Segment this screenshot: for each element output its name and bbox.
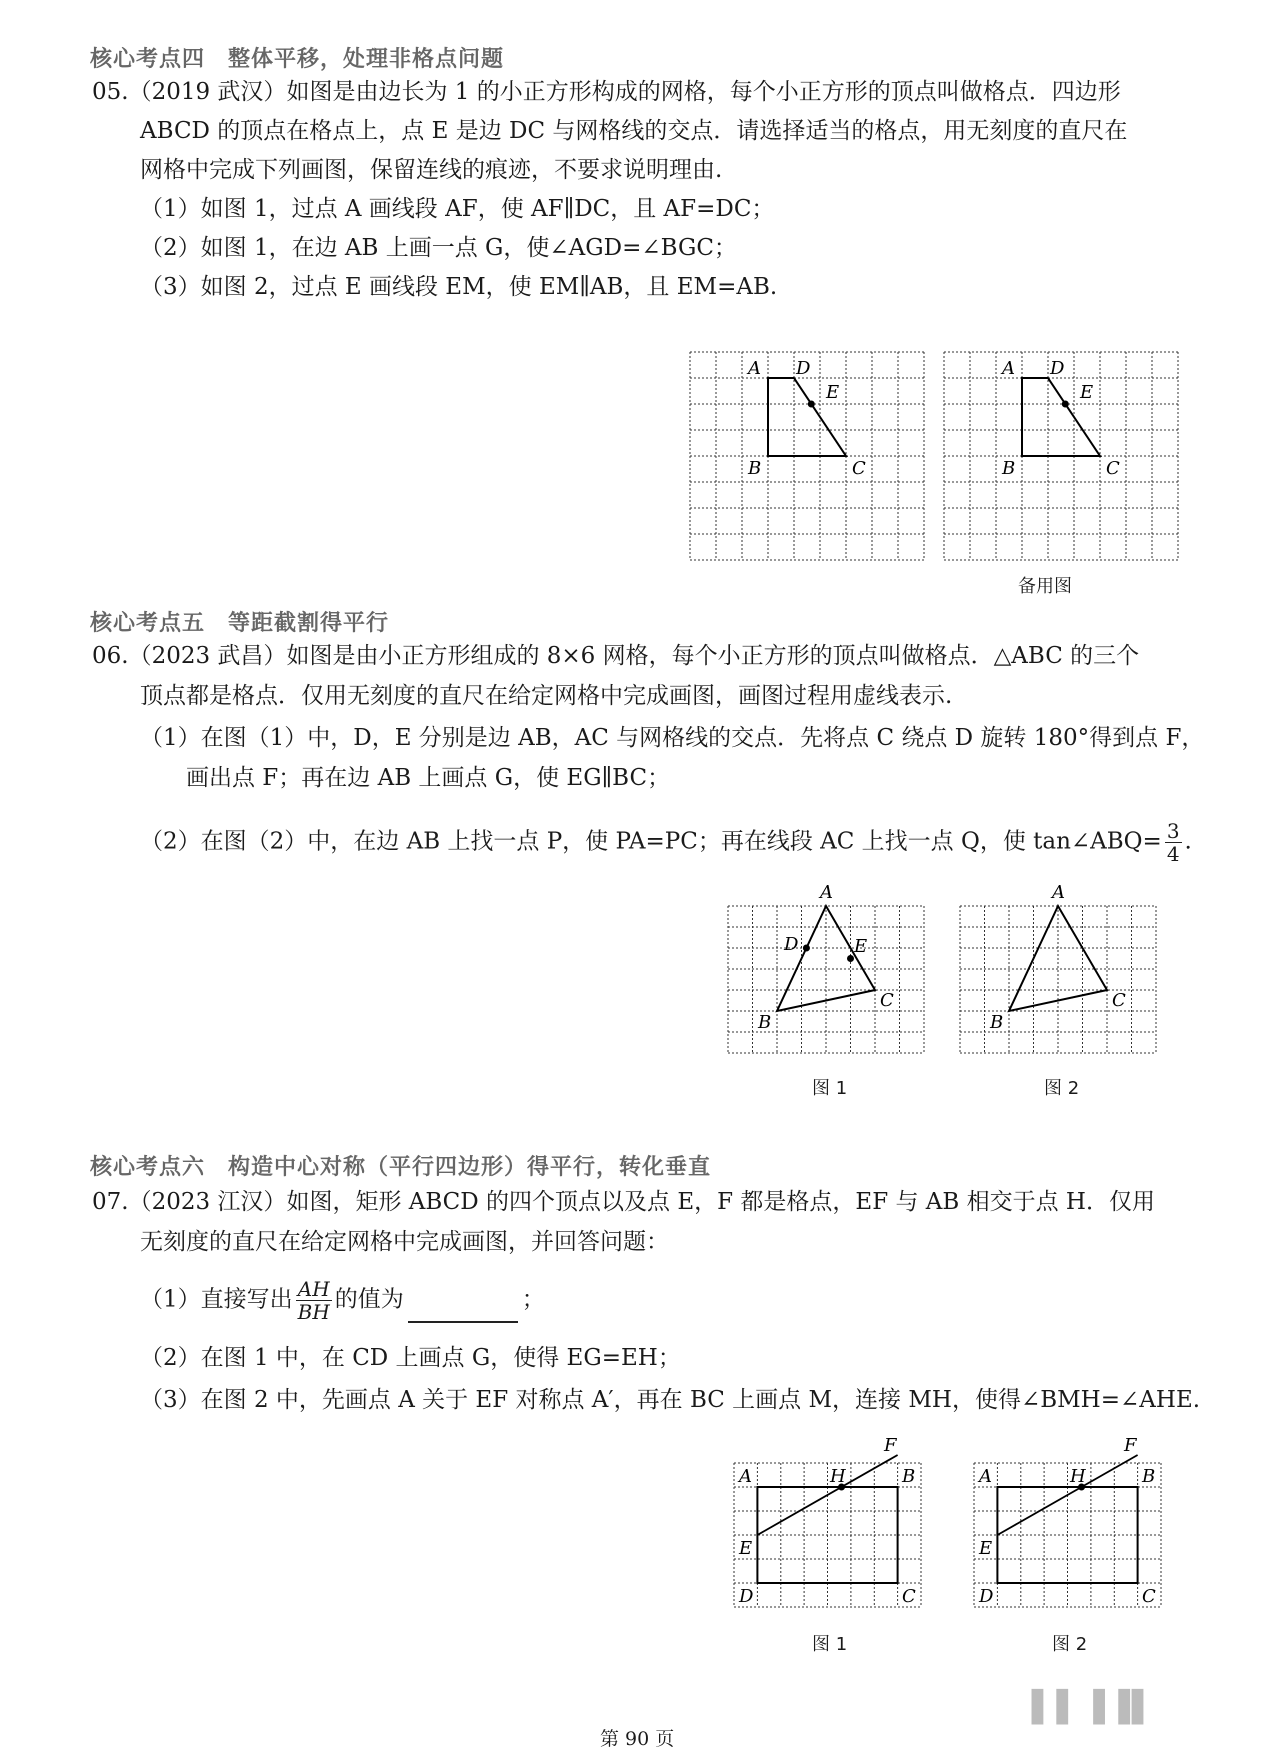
caption-fig1: 图 1 bbox=[812, 1078, 848, 1099]
problem-number: 07. bbox=[92, 1189, 129, 1215]
problem-05-q1: （1）如图 1，过点 A 画线段 AF，使 AF∥DC，且 AF=DC； bbox=[140, 196, 775, 222]
problem-07-line1 bbox=[92, 1186, 1155, 1218]
caption-fig2: 图 2 bbox=[1044, 1078, 1080, 1099]
q1-text: （1）直接写出 bbox=[140, 1286, 293, 1313]
problem-text: 如图，矩形 ABCD 的四个顶点以及点 E，F 都是格点，EF 与 AB 相交于点 H．仅用 bbox=[286, 1189, 1155, 1215]
problem-07-line2: 无刻度的直尺在给定网格中完成画图，并回答问题： bbox=[140, 1229, 669, 1255]
label-d: D bbox=[796, 358, 811, 379]
figure-05-spare bbox=[944, 352, 1184, 562]
problem-number: 05. bbox=[92, 79, 129, 105]
label-f: F bbox=[884, 1435, 897, 1456]
grid bbox=[734, 1463, 921, 1607]
page-number: 第 90 页 bbox=[600, 1728, 675, 1750]
answer-blank[interactable] bbox=[408, 1299, 518, 1323]
problem-07-q2: （2）在图 1 中，在 CD 上画点 G，使得 EG=EH； bbox=[140, 1345, 681, 1371]
q2-text: （2）在图（2）中，在边 AB 上找一点 P，使 PA=PC；再在线段 AC 上找一点 Q，使 tan∠ABQ= bbox=[140, 828, 1162, 855]
label-a: A bbox=[748, 358, 761, 379]
corner-marks: ▐ ▌▐▐▌ bbox=[1020, 1690, 1157, 1725]
label-b: B bbox=[990, 1012, 1004, 1033]
problem-number: 06. bbox=[92, 643, 129, 669]
problem-source: （2023 武昌） bbox=[128, 643, 287, 669]
figure-06-2 bbox=[960, 882, 1160, 1056]
label-a: A bbox=[1052, 882, 1065, 903]
label-c: C bbox=[1112, 990, 1126, 1011]
label-d: D bbox=[979, 1586, 994, 1607]
label-h: H bbox=[830, 1466, 846, 1487]
q2-end: . bbox=[1184, 828, 1192, 855]
problem-06-q1b: 画出点 F；再在边 AB 上画点 G，使 EG∥BC； bbox=[186, 765, 671, 791]
section-heading-5: 核心考点五 等距截割得平行 bbox=[90, 611, 390, 636]
label-e: E bbox=[1080, 382, 1094, 403]
problem-05-line1 bbox=[92, 76, 1121, 108]
point-e bbox=[1062, 401, 1069, 408]
problem-source: （2023 江汉） bbox=[128, 1189, 287, 1215]
label-c: C bbox=[880, 990, 894, 1011]
caption-spare-figure: 备用图 bbox=[1018, 576, 1072, 597]
label-c: C bbox=[1142, 1586, 1156, 1607]
section-heading-4: 核心考点四 整体平移，处理非格点问题 bbox=[90, 47, 505, 72]
figure-07-1 bbox=[734, 1435, 924, 1613]
label-a: A bbox=[820, 882, 833, 903]
label-e: E bbox=[739, 1538, 753, 1559]
label-d: D bbox=[739, 1586, 754, 1607]
problem-05-line3: 网格中完成下列画图，保留连线的痕迹，不要求说明理由. bbox=[140, 157, 723, 183]
label-e: E bbox=[979, 1538, 993, 1559]
label-d: D bbox=[784, 934, 799, 955]
label-d: D bbox=[1050, 358, 1065, 379]
fraction-ah-bh bbox=[296, 1278, 332, 1323]
fraction-3-4 bbox=[1165, 820, 1182, 865]
label-c: C bbox=[852, 458, 866, 479]
label-c: C bbox=[1106, 458, 1120, 479]
problem-07-q1 bbox=[140, 1278, 545, 1323]
label-a: A bbox=[979, 1466, 992, 1487]
figure-06-1 bbox=[728, 882, 928, 1056]
q1-text-after: 的值为 bbox=[334, 1286, 404, 1313]
grid bbox=[974, 1463, 1161, 1607]
section-heading-6: 核心考点六 构造中心对称（平行四边形）得平行，转化垂直 bbox=[90, 1155, 712, 1180]
label-b: B bbox=[1002, 458, 1016, 479]
problem-07-q3: （3）在图 2 中，先画点 A 关于 EF 对称点 A′，再在 BC 上画点 M，连接 MH，使得∠BMH=∠AHE. bbox=[140, 1387, 1201, 1413]
problem-05-q2: （2）如图 1，在边 AB 上画一点 G，使∠AGD=∠BGC； bbox=[140, 235, 737, 261]
q1-end: ； bbox=[521, 1286, 545, 1313]
label-a: A bbox=[1002, 358, 1015, 379]
fraction-denominator: 4 bbox=[1166, 842, 1180, 866]
label-e: E bbox=[854, 936, 868, 957]
fraction-numerator: AH bbox=[296, 1278, 332, 1301]
point-e bbox=[847, 955, 854, 962]
problem-text: 如图是由小正方形组成的 8×6 网格，每个小正方形的顶点叫做格点．△ABC 的三个 bbox=[286, 643, 1140, 669]
label-b: B bbox=[758, 1012, 772, 1033]
problem-06-q2 bbox=[140, 820, 1192, 865]
figure-07-2 bbox=[974, 1435, 1164, 1613]
problem-06-q1a: （1）在图（1）中，D，E 分别是边 AB，AC 与网格线的交点．先将点 C 绕点 D 旋转 180°得到点 F， bbox=[140, 725, 1205, 751]
caption-fig2: 图 2 bbox=[1052, 1634, 1088, 1655]
label-a: A bbox=[739, 1466, 752, 1487]
label-b: B bbox=[902, 1466, 916, 1487]
problem-06-line2: 顶点都是格点．仅用无刻度的直尺在给定网格中完成画图，画图过程用虚线表示. bbox=[140, 683, 953, 709]
problem-05-line2: ABCD 的顶点在格点上，点 E 是边 DC 与网格线的交点．请选择适当的格点，用无刻度的直尺在 bbox=[140, 118, 1128, 144]
problem-source: （2019 武汉） bbox=[128, 79, 287, 105]
caption-fig1: 图 1 bbox=[812, 1634, 848, 1655]
label-c: C bbox=[902, 1586, 916, 1607]
point-e bbox=[808, 401, 815, 408]
label-b: B bbox=[1142, 1466, 1156, 1487]
label-b: B bbox=[748, 458, 762, 479]
problem-05-q3: （3）如图 2，过点 E 画线段 EM，使 EM∥AB，且 EM=AB. bbox=[140, 274, 778, 300]
label-e: E bbox=[826, 382, 840, 403]
point-d bbox=[803, 945, 810, 952]
fraction-numerator: 3 bbox=[1166, 819, 1180, 843]
label-f: F bbox=[1124, 1435, 1137, 1456]
figure-05-1 bbox=[690, 352, 930, 562]
label-h: H bbox=[1070, 1466, 1086, 1487]
fraction-denominator: BH bbox=[297, 1300, 330, 1324]
problem-06-line1 bbox=[92, 640, 1139, 672]
problem-text: 如图是由边长为 1 的小正方形构成的网格，每个小正方形的顶点叫做格点．四边形 bbox=[286, 79, 1121, 105]
